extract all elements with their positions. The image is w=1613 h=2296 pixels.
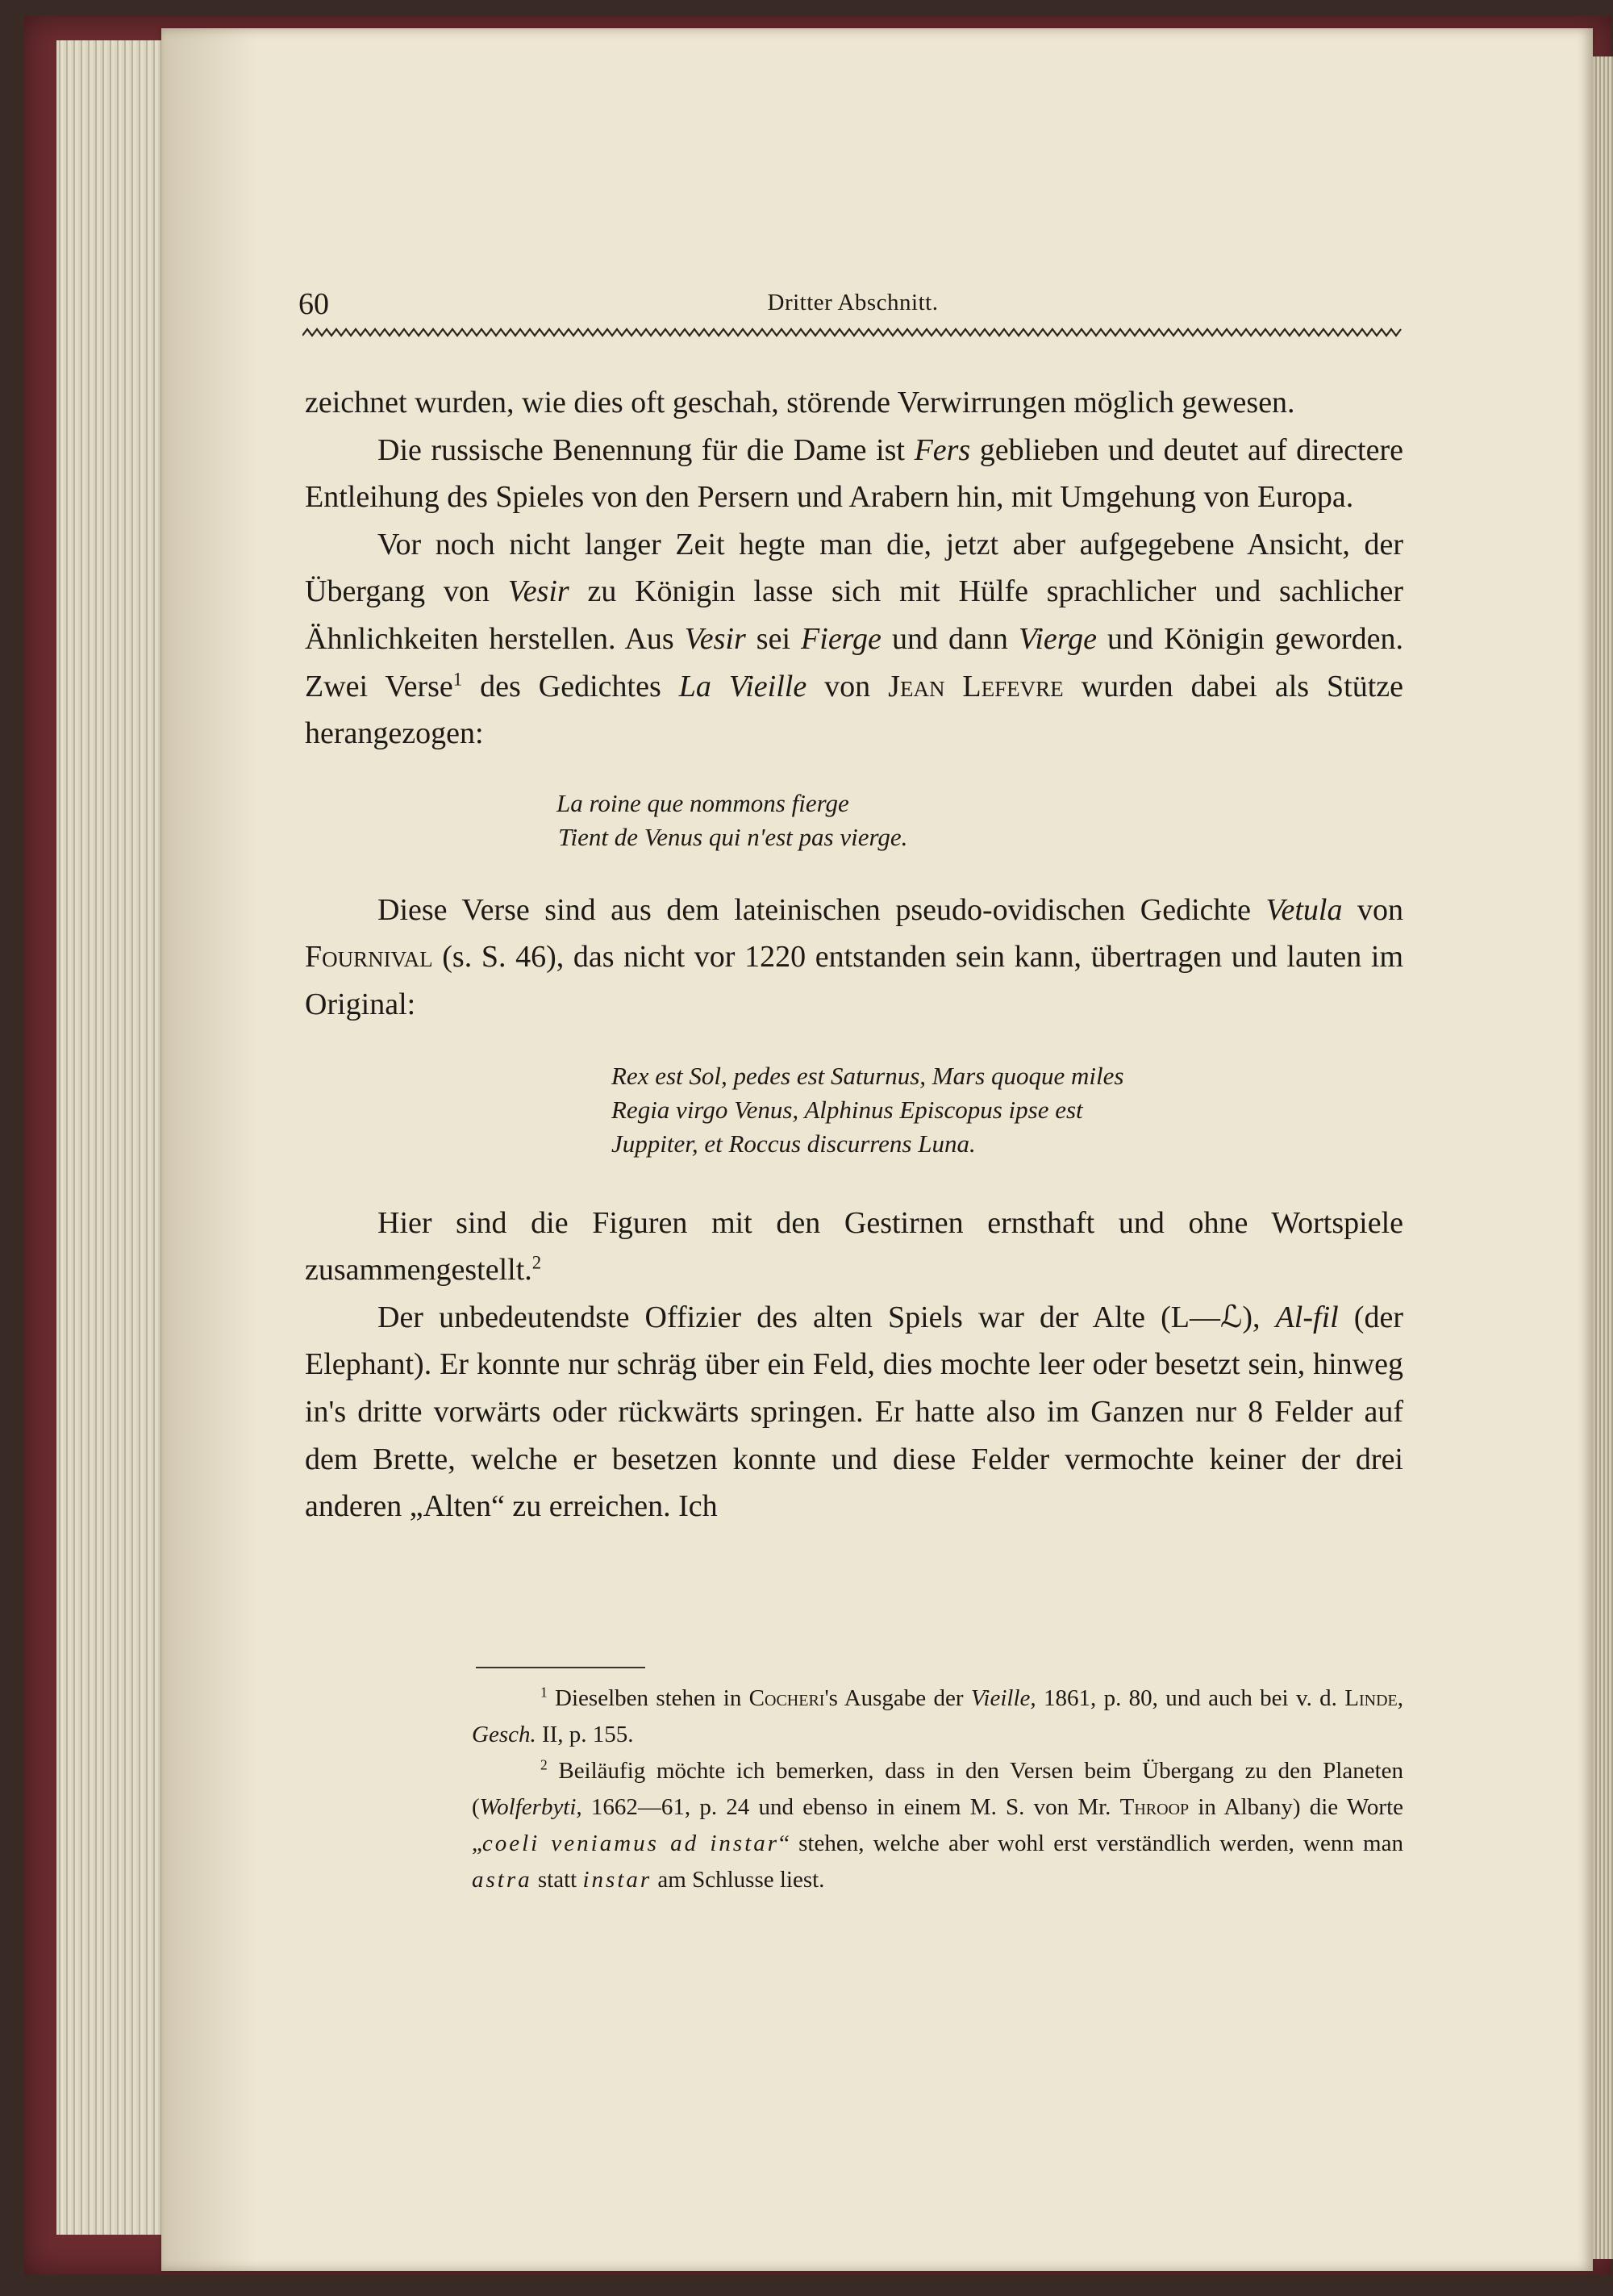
verse-line: Tient de Venus qui n'est pas vierge. (558, 822, 908, 851)
page-edges-left (56, 40, 161, 2235)
paragraph: Die russische Benennung für die Dame ist Fers geblieben und deutet auf directere Entleihung des Spieles von den Persern und Arabern hin, mit Umgehung von Europa. (305, 432, 1403, 515)
page-number: 60 (298, 287, 329, 321)
main-text (305, 379, 1403, 1530)
verse-line: Regia virgo Venus, Alphinus Episcopus ipse est (611, 1095, 1083, 1124)
verse-line: La roine que nommons fierge (556, 788, 849, 817)
footnote: $^2$ Beiläufig möchte ich bemerken, dass in den Versen beim Übergang zu den Planeten (Wolferbyti, 1662—61, p. 24 und ebenso in einem M. S. von Mr. Throop in Albany) die Worte „coeli veniamus ad instar“ stehen, welche aber wohl erst verständlich werden, wenn man astra statt instar am Schlusse liest. (472, 1756, 1403, 1893)
chapter-title: Dritter Abschnitt. (767, 290, 939, 315)
verse-line: Juppiter, et Roccus discurrens Luna. (611, 1129, 976, 1158)
verse-quote (305, 1046, 1403, 1182)
paragraph: Diese Verse sind aus dem lateinischen pseudo-ovidischen Gedichte Vetula von Fournival (s. S. 46), das nicht vor 1220 entstanden sein kann, übertragen und lauten im Original: (305, 892, 1403, 1021)
paragraph: Hier sind die Figuren mit den Gestirnen ernsthaft und ohne Wortspiele zusammengestellt.$^2$ (305, 1205, 1403, 1288)
footnotes (472, 1680, 1403, 1898)
verse-line: Rex est Sol, pedes est Saturnus, Mars quoque miles (611, 1061, 1124, 1090)
footnote: $^1$ Dieselben stehen in Cocheri's Ausgabe der Vieille, 1861, p. 80, und auch bei v. d. Linde, Gesch. II, p. 155. (472, 1684, 1403, 1747)
running-header (298, 286, 1407, 319)
paragraph: Vor noch nicht langer Zeit hegte man die, jetzt aber aufgegebene Ansicht, der Übergang von Vesir zu Königin lasse sich mit Hülfe sprachlicher und sachlicher Ähnlichkeiten herstellen. Aus Vesir sei Fierge und dann Vierge und Königin geworden. Zwei Verse$^1$ des Gedichtes La Vieille von Jean Lefevre wurden dabei als Stütze herangezogen: (305, 527, 1404, 751)
footnote-rule (476, 1667, 645, 1668)
paragraph: Der unbedeutendste Offizier des alten Spiels war der Alte (L—ℒ), Al-fil (der Elephant). Er konnte nur schräg über ein Feld, dies mochte leer oder besetzt sein, hinweg in's dritte vorwärts oder rückwärts springen. Er hatte also im Ganzen nur 8 Felder auf dem Brette, welche er besetzen konnte und diese Felder vermochte keiner der drei anderen „Alten“ zu erreichen. Ich (305, 1300, 1403, 1524)
paragraph: zeichnet wurden, wie dies oft geschah, störende Verwirrungen möglich gewesen. (305, 386, 1295, 420)
footnote-ref: 2 (531, 1252, 542, 1273)
verse-quote (305, 775, 1403, 869)
footnote-ref: 1 (452, 668, 463, 689)
header-wavy-rule (302, 327, 1403, 338)
